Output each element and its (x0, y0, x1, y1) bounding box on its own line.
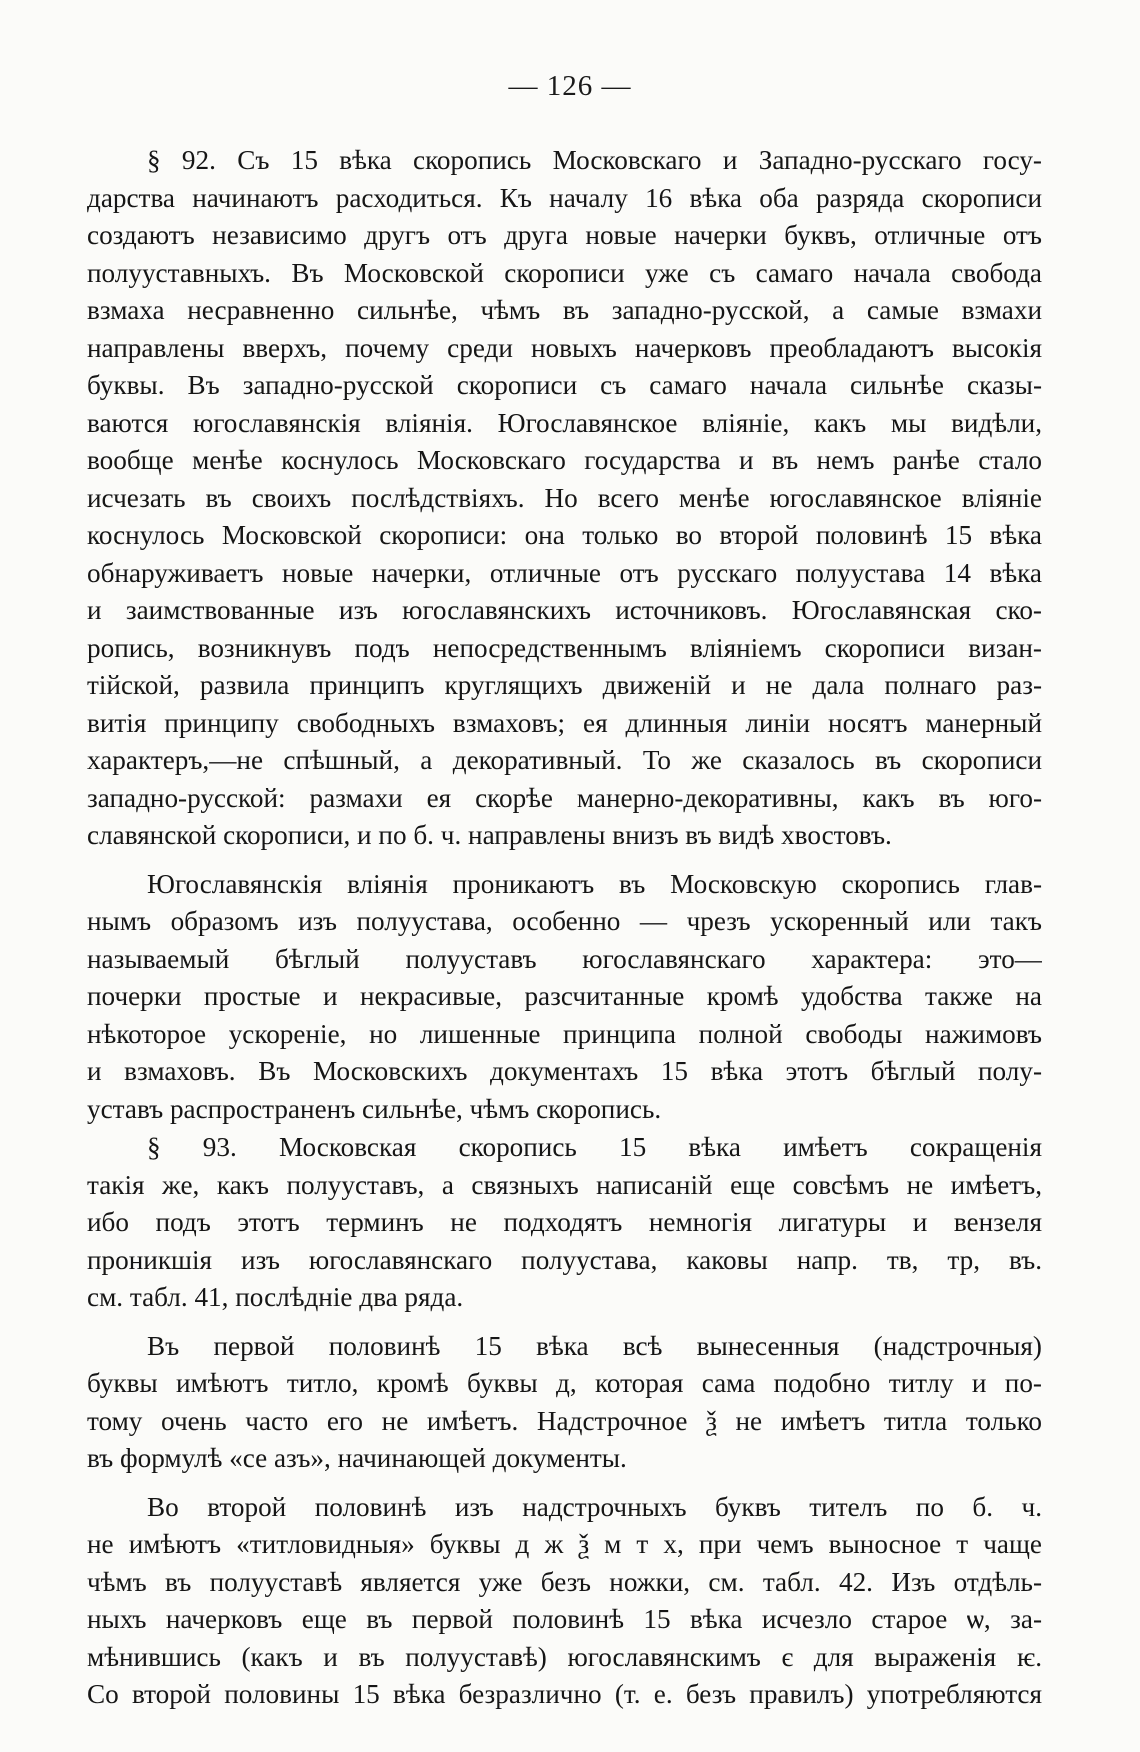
page-number: — 126 — (508, 70, 632, 102)
text-line: Со второй половины 15 вѣка безразлично (т. е. безъ правилъ) употребляются (87, 1679, 1042, 1709)
paragraph-93 (87, 1129, 1042, 1317)
text-line: ваются югославянскія вліянія. Югославянское вліяніе, какъ мы видѣли, (87, 407, 1042, 438)
text-line: Во второй половинѣ изъ надстрочныхъ буквъ тителъ по б. ч. (147, 1491, 1042, 1522)
text-line: чѣмъ въ полууставѣ является уже безъ ножки, см. табл. 42. Изъ отдѣль- (87, 1566, 1042, 1597)
paragraph-second-half (87, 1489, 1042, 1714)
text-line: коснулось Московской скорописи: она только во второй половинѣ 15 вѣка (87, 520, 1042, 550)
paragraph-92 (87, 142, 1042, 855)
text-line: и заимствованные изъ югославянскихъ источниковъ. Югославянская ско- (87, 595, 1042, 625)
text-line: направлены вверхъ, почему среди новыхъ начерковъ преобладаютъ высокія (87, 332, 1042, 363)
text-line: ибо подъ этотъ терминъ не подходятъ немногія лигатуры и вензеля (87, 1207, 1042, 1237)
text-line: славянской скорописи, и по б. ч. направлены внизъ въ видѣ хвостовъ. (87, 820, 892, 850)
text-line: и взмаховъ. Въ Московскихъ документахъ 15 вѣка этотъ бѣглый полу- (87, 1056, 1042, 1086)
text-line: обнаруживаетъ новые начерки, отличные отъ русскаго полуустава 14 вѣка (87, 557, 1042, 588)
text-line: дарства начинаютъ расходиться. Къ началу 16 вѣка оба разряда скорописи (87, 182, 1042, 213)
body-text (87, 142, 1042, 1714)
text-line: тійской, развила принципъ круглящихъ движеній и не дала полнаго раз- (87, 670, 1042, 700)
text-line: почерки простые и некрасивые, разсчитанные кромѣ удобства также на (87, 981, 1042, 1011)
text-line: нымъ образомъ изъ полуустава, особенно — чрезъ ускоренный или такъ (87, 906, 1042, 936)
text-line: § 92. Съ 15 вѣка скоропись Московскаго и Западно-русскаго госу- (147, 145, 1042, 175)
text-line: буквы имѣютъ титло, кромѣ буквы д, которая сама подобно титлу и по- (87, 1368, 1042, 1398)
text-line: исчезать въ своихъ послѣдствіяхъ. Но всего менѣе югославянское вліяніе (87, 482, 1042, 513)
text-line: проникшія изъ югославянскаго полуустава, каковы напр. тв, тр, въ. (87, 1244, 1042, 1275)
text-line: ныхъ начерковъ еще въ первой половинѣ 15 вѣка исчезло старое ѡ, за- (87, 1604, 1042, 1634)
text-line: полууставныхъ. Въ Московской скорописи уже съ самаго начала свобода (87, 257, 1042, 288)
text-line: называемый бѣглый полууставъ югославянскаго характера: это— (87, 943, 1042, 974)
text-line: вообще менѣе коснулось Московскаго государства и въ немъ ранѣе стало (87, 445, 1042, 475)
text-line: Югославянскія вліянія проникаютъ въ Московскую скоропись глав- (147, 868, 1042, 899)
text-line: уставъ распространенъ сильнѣе, чѣмъ скоропись. (87, 1093, 662, 1124)
text-line: нѣкоторое ускореніе, но лишенные принципа полной свободы нажимовъ (87, 1018, 1042, 1049)
text-line: см. табл. 41, послѣдніе два ряда. (87, 1282, 464, 1312)
text-line: мѣнившись (какъ и въ полууставѣ) югославянскимъ є для выраженія ѥ. (87, 1641, 1042, 1672)
text-line: создаютъ независимо другъ отъ друга новые начерки буквъ, отличные отъ (87, 220, 1042, 250)
text-line: витія принципу свободныхъ взмаховъ; ея длинныя линіи носятъ манерный (87, 707, 1042, 738)
paragraph-first-half (87, 1328, 1042, 1478)
text-line: буквы. Въ западно-русской скорописи съ самаго начала сильнѣе сказы- (87, 370, 1042, 400)
text-line: взмаха несравненно сильнѣе, чѣмъ въ западно-русской, а самые взмахи (87, 295, 1042, 325)
paragraph-influences (87, 866, 1042, 1129)
text-line: такія же, какъ полууставъ, а связныхъ написаній еще совсѣмъ не имѣетъ, (87, 1169, 1042, 1200)
text-line: Въ первой половинѣ 15 вѣка всѣ вынесенныя (надстрочныя) (147, 1330, 1042, 1361)
text-line: западно-русской: размахи ея скорѣе манерно-декоративны, какъ въ юго- (87, 782, 1042, 813)
text-line: ропись, возникнувъ подъ непосредственнымъ вліяніемъ скорописи визан- (87, 632, 1042, 663)
text-line: § 93. Московская скоропись 15 вѣка имѣетъ сокращенія (147, 1132, 1042, 1162)
text-line: тому очень часто его не имѣетъ. Надстрочное ѯ не имѣетъ титла только (87, 1405, 1042, 1436)
text-line: въ формулѣ «се азъ», начинающей документы. (87, 1443, 627, 1473)
text-line: не имѣютъ «титловидныя» буквы д ж ѯ м т х, при чемъ выносное т чаще (87, 1529, 1042, 1559)
text-line: характеръ,—не спѣшный, а декоративный. То же сказалось въ скорописи (87, 745, 1042, 775)
